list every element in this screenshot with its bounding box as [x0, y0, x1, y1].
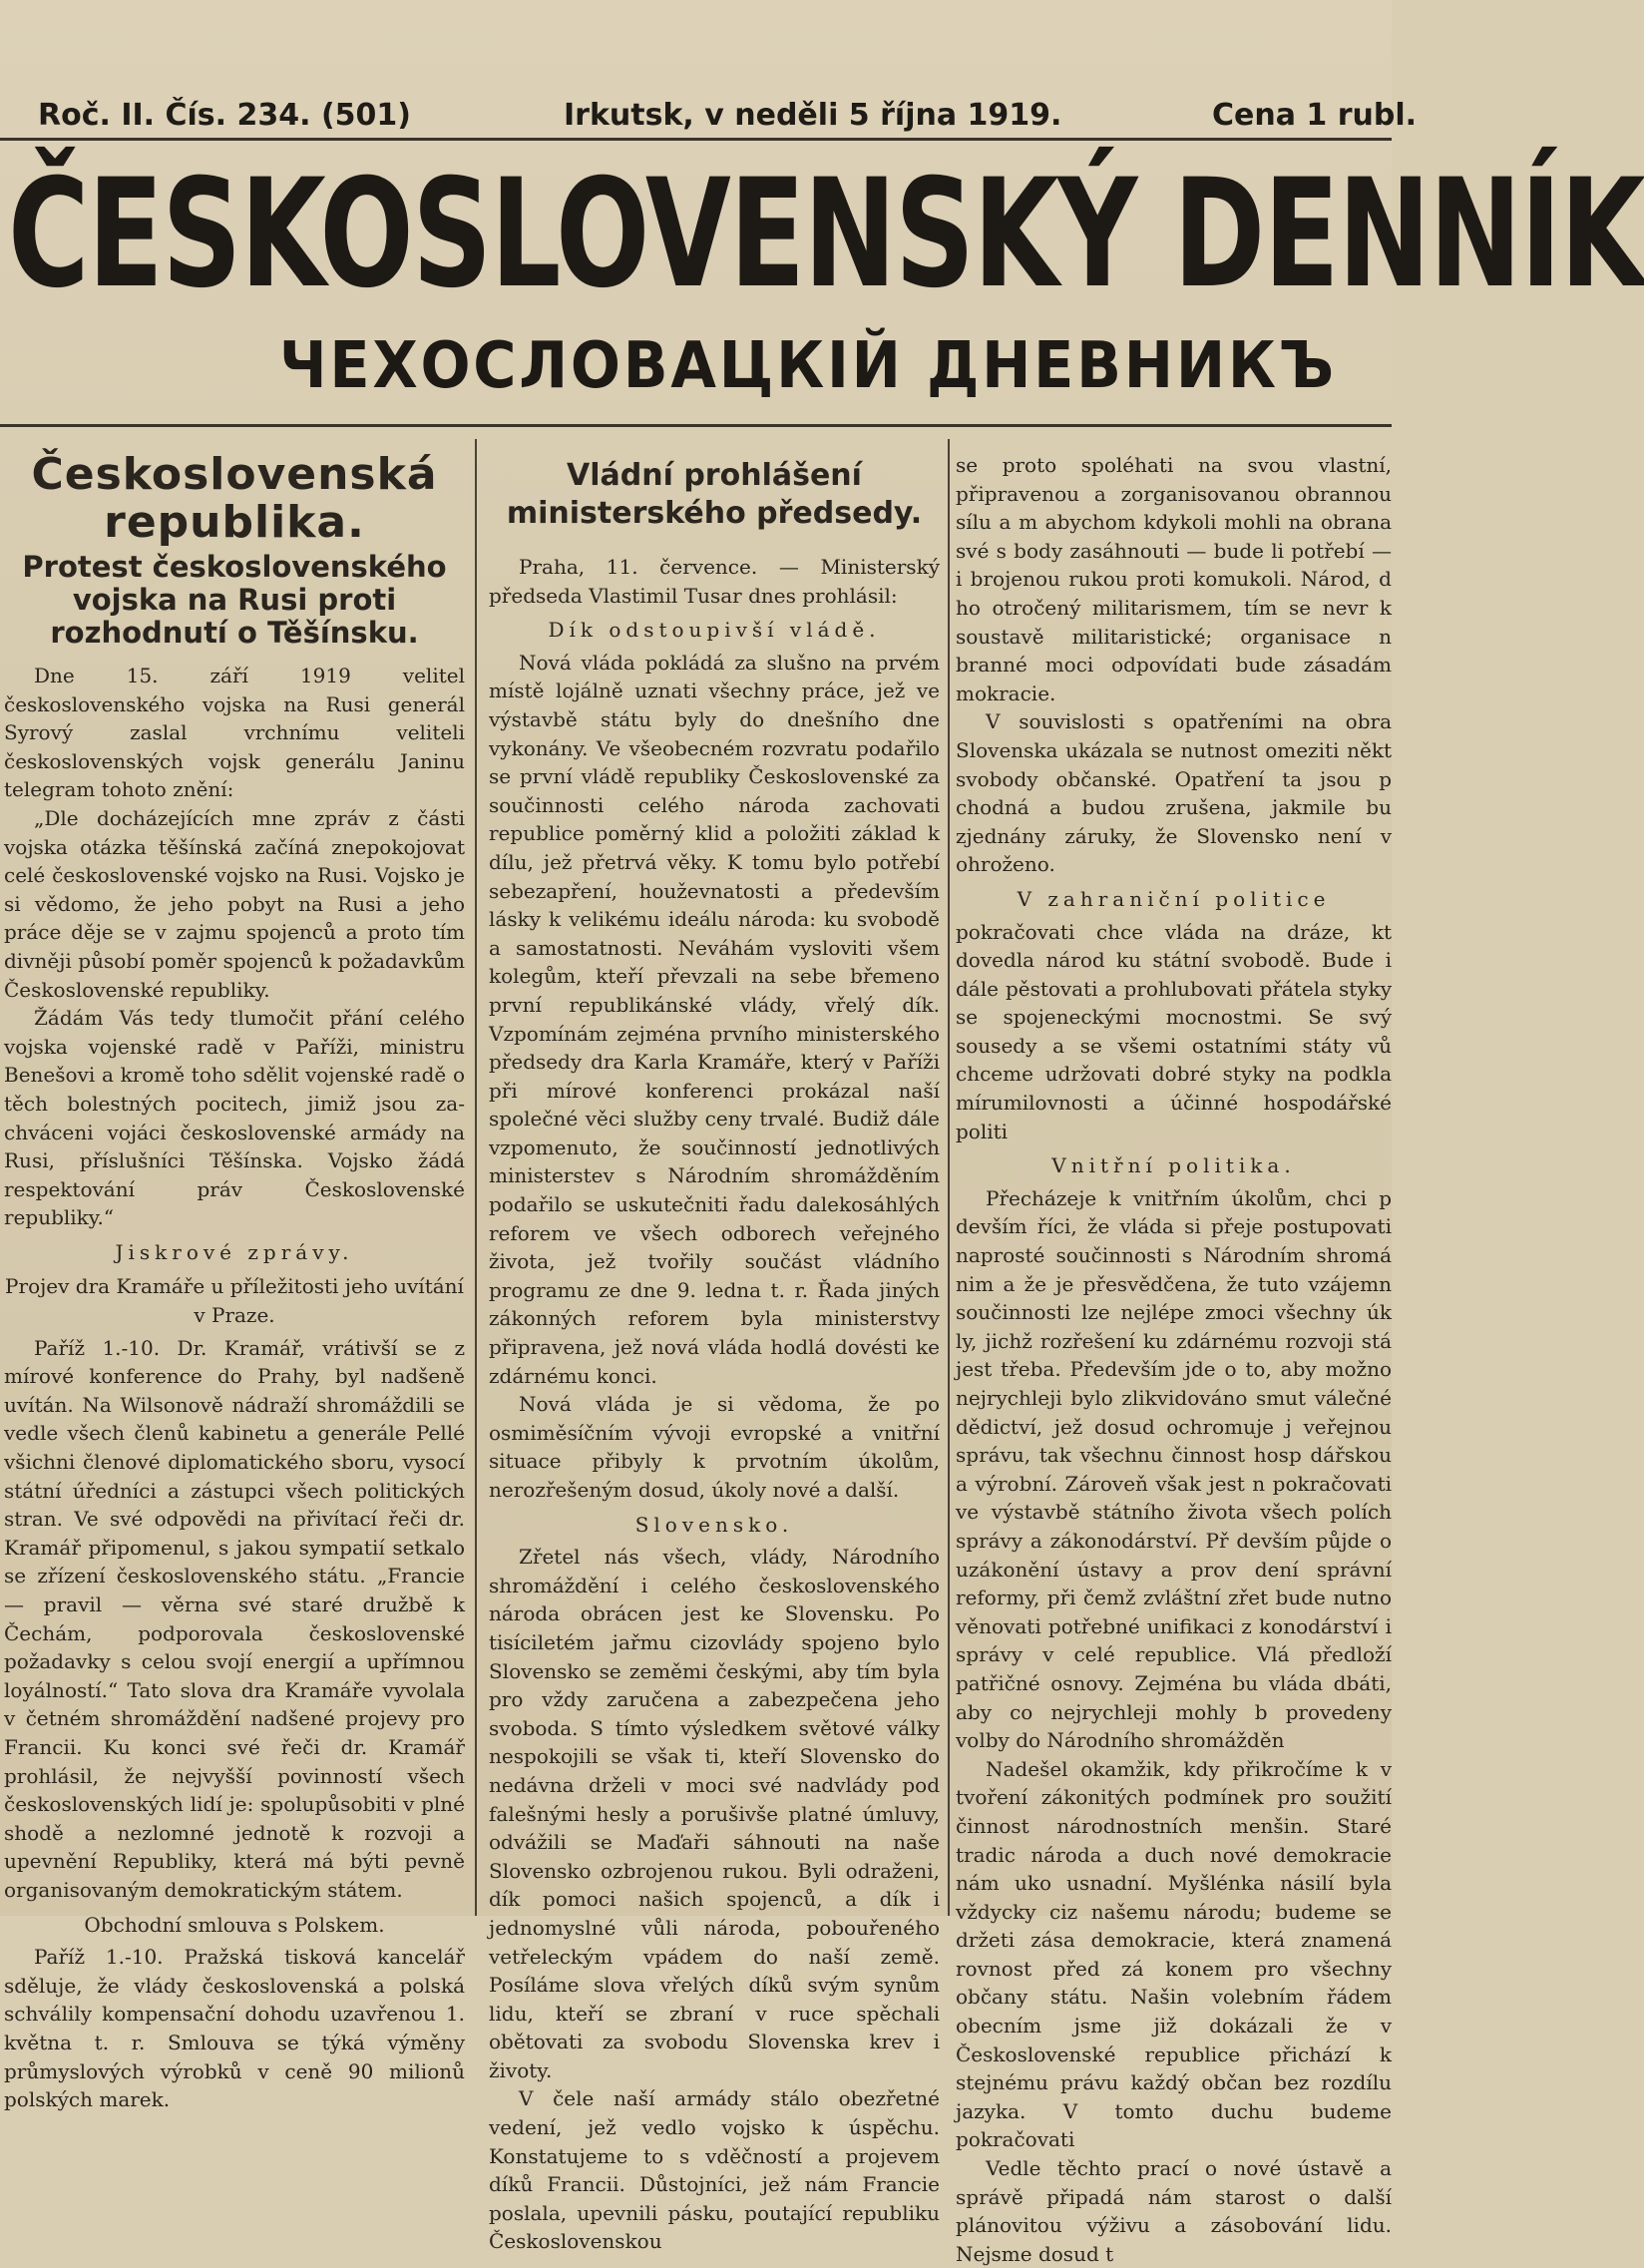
paragraph: V čele naší armády stálo obezřetné vedení, jež vedlo vojsko k úspěchu. Konstatujeme to s vděčností a projevem díků Francii. Důstojníci, jež nám Francie poslala, upevnili pásku, poutající republiku Československou [489, 2086, 940, 2254]
section-heading: V zahraniční politice [1017, 886, 1331, 911]
column-3 [956, 451, 1392, 2268]
paragraph: Paříž 1.-10. Pražská tisková kancelář sděluje, že vlády československá a polská schválily kompensační dohodu uzavřenou 1. května t. r. Smlouva se týká výměny průmyslových výrobků v ceně 90 milionů polských marek. [4, 1945, 465, 2112]
byline: Praha, 11. července. — Ministerský předseda Vlastimil Tusar dnes prohlásil: [489, 555, 940, 608]
column-divider-2 [948, 439, 950, 1916]
paragraph: pokračovati chce vláda na dráze, kt dovedla národ ku státní svobodě. Bude i dále pěstovati a prohlubovati přátela styky se spojeneckými mocnostmi. Se svý sousedy a se všemi ostatními státy vů chceme udržovati dobré styky na podkla mírumilovnosti a účinné hospodářské politi [956, 919, 1392, 1143]
masthead-subtitle: ЧЕХОСЛОВАЦКІЙ ДНЕВНИКЪ [279, 329, 1337, 403]
paragraph: Paříž 1.-10. Dr. Kramář, vrátivší se z mírové konference do Prahy, byl nadšeně uvítán. Na Wilsonově nádraží shromáždili se vedle všech členů kabinetu a generále Pellé všichni členové diplomatického sboru, vysocí státní úředníci a zástupci všech politických stran. Ve své odpovědi na přivítací řeči dr. Kramář připomenul, s jakou sympatií setkalo se zřízení československého státu. „Francie — pravil — věrna své staré družbě k Čechám, podporovala československé požadavky s celou svojí energií a upřímnou loyálností.“ Tato slova dra Kramáře vyvolala v četném shromáždění nadšené projevy pro Francii. Ku konci své řeči dr. Kramář prohlásil, že nejvyšší povinností všech československých lidí je: spolupůsobiti v plné shodě a nezlomné jednotě k rozvoji a upevnění Republiky, která má býti pevně organisovaným demokratickým státem. [4, 1335, 465, 1902]
section-heading: Dík odstoupivší vládě. [548, 618, 881, 643]
section-subheading: Projev dra Kramáře u příležitosti jeho uvítání v Praze. [5, 1274, 464, 1328]
column-divider-1 [475, 439, 477, 1916]
section-heading: Vnitřní politika. [1051, 1153, 1296, 1178]
paragraph: Dne 15. září 1919 velitel československého vojska na Rusi generál Syrový zaslal vrchnímu veliteli československých vojsk generálu Janinu telegram tohoto znění: [4, 664, 465, 802]
paragraph: Vedle těchto prací o nové ústavě a správě připadá nám starost o další plánovitou výživu a zásobování lidu. Nejsme dosud t [956, 2156, 1392, 2266]
article-subheadline: Protest československého vojska na Rusi proti rozhodnutí o Těšínsku. [22, 550, 447, 650]
section-heading: Slovensko. [634, 1512, 794, 1537]
column-2 [489, 451, 940, 2256]
masthead-rule [0, 424, 1392, 427]
paragraph: se proto spoléhati na svou vlastní, připravenou a zorganisovanou obrannou sílu a m abychom kdykoli mohli na obrana své s body zasáhnouti — bude li potřebí — i brojenou rukou proti komukoli. Národ, d ho otročený militarismem, tím se nevr k soustavě militaristické; organisace n branné moci odpovídati bude zásadám mokracie. [956, 453, 1392, 705]
paragraph: Nová vláda je si vědoma, že po osmiměsíčním vývoji evropské a vnitřní situace přibyly k prvotním úkolům, nerozřešeným dosud, úkoly nové a další. [489, 1392, 940, 1502]
top-rule [0, 138, 1392, 141]
paragraph: Nová vláda pokládá za slušno na prvém místě lojálně uznati všechny práce, jež ve výstavbě státu byly do dnešního dne vykonány. Ve všeobecném rozvratu podařilo se první vládě republiky Československé za součinnosti celého národa zachovati republice poměrný klid a položiti základ k dílu, jež přetrvá věky. K tomu bylo potřebí sebezapření, houževnatosti a především lásky k velikému ideálu národa: ku svobodě a samostatnosti. Neváhám vysloviti všem kolegům, kteří převzali na sebe břemeno první republikánské vlády, vřelý dík. Vzpomínám zejména prvního ministerského předsedy dra Karla Kramáře, který v Paříži při mírové konferenci prokázal naší společné věci služby ceny trvalé. Budiž dále vzpomenuto, že součinností jednotlivých ministerstev s Národním shromážděním podařilo se uskutečniti řadu dalekosáhlých reforem ve všech odborech veřejného života, jež tvořily součást vládního programu ze dne 9. ledna t. r. Řada jiných zákonných reforem byla ministerstvy připravena, jež nová vláda hodlá dovésti ke zdárnému konci. [489, 650, 940, 1388]
issue-info-bar [0, 92, 1418, 136]
column-1 [4, 451, 465, 2114]
paragraph: Žádám Vás tedy tlumočit přání celého vojska vojenské radě v Paříži, ministru Benešovi a kromě toho sdělit vojenské radě o těch bolestných pocitech, jimiž jsou zachváceni vojáci československé armády na Rusi, příslušníci Těšínska. Vojsko žádá respektování práv Československé republiky.“ [4, 1006, 465, 1230]
paragraph: Přecházeje k vnitřním úkolům, chci p devším říci, že vláda si přeje postupovati naprosté součinnosti s Národním shromá nim a že je přesvědčena, že tuto vzájemn součinnosti lze nejlépe zmoci všechny úk ly, jichž rozřešení ku zdárnému rozvoji stá jest třeba. Především jde o to, aby možno nejrychleji bylo zlikvidováno smut válečné dědictví, jež dosud ochromuje j veřejnou správu, tak všechnu činnost hosp dářskou a výrobní. Zároveň však jest n pokračovati ve výstavbě státního života všech polích správy a zákonodárství. Př devším půjde o uzákonění ústavy a prov dení správní reformy, při čemž zvláštní zřet bude nutno věnovati potřebné unifikaci z konodárství i správy v celé republice. Vlá předloží patřičné osnovy. Zejména bu vláda dbáti, aby co nejrychleji mohly b provedeny volby do Národního shromážděn [956, 1185, 1392, 1753]
article-headline: Vládní prohlášení ministerského předsedy. [506, 458, 923, 531]
paragraph: Zřetel nás všech, vlády, Národního shromáždění i celého československého národa obrácen jest ke Slovensku. Po tisíciletém jařmu cizovlády spojeno bylo Slovensko se zeměmi českými, aby tím byla pro vždy zaručena a zabezpečena jeho svoboda. S tímto výsledkem světové války nespokojili se však ti, kteří Slovensko do nedávna drželi v moci své nadvlády pod falešnými hesly a porušivše platné úmluvy, odvážili se Maďaři sáhnouti na naše Slovensko ozbrojenou rukou. Byli odraženi, dík pomoci našich spojenců, a dík i jednomyslné vůli národa, pobouřeného vetřeleckým vpádem do naší země. Posíláme slova vřelých díků svým synům lidu, kteří se zbraní v ruce spěchali obětovati za svobodu Slovenska krev i životy. [489, 1545, 940, 2082]
article-headline: Československá republika. [31, 449, 438, 548]
section-heading: Obchodní smlouva s Polskem. [84, 1912, 385, 1937]
paragraph: V souvislosti s opatřeními na obra Slovenska ukázala se nutnost omeziti někt svobody občanské. Opatření ta jsou p chodná a budou zrušena, jakmile bu zjednány záruky, že Slovensko není v ohroženo. [956, 709, 1392, 877]
price: Cena 1 rubl. [1212, 98, 1418, 133]
paragraph: „Dle docházejících mne zpráv z části vojska otázka těšínská začíná znepokojovat celé československé vojsko na Rusi. Vojsko je si vědomo, že jeho pobyt na Rusi a jeho práce děje se v zajmu spojenců a proto tím divněji působí poměr spojenců k požadavkům Československé republiky. [4, 805, 465, 1002]
masthead-title: ČESKOSLOVENSKÝ DENNÍK [8, 148, 1644, 321]
issue-number: Roč. II. Čís. 234. (501) [38, 98, 412, 133]
section-heading: Jiskrové zprávy. [115, 1239, 354, 1264]
paragraph: Nadešel okamžik, kdy přikročíme k v tvoření zákonitých podmínek pro soužití činnost národnostních menšin. Staré tradic národa a duch nové demokracie nám uko usnadní. Myšlénka násilí byla vždycky ciz našemu národu; budeme se držeti zása demokracie, která znamená rovnost před zá konem pro všechny občany státu. Našin volebním řádem obecním jsme již dokázali že v Československé republice přichází k stejnému právu každý občan bez rozdílu jazyka. V tomto duchu budeme pokračovati [956, 1756, 1392, 2152]
place-date: Irkutsk, v neděli 5 října 1919. [564, 98, 1062, 133]
